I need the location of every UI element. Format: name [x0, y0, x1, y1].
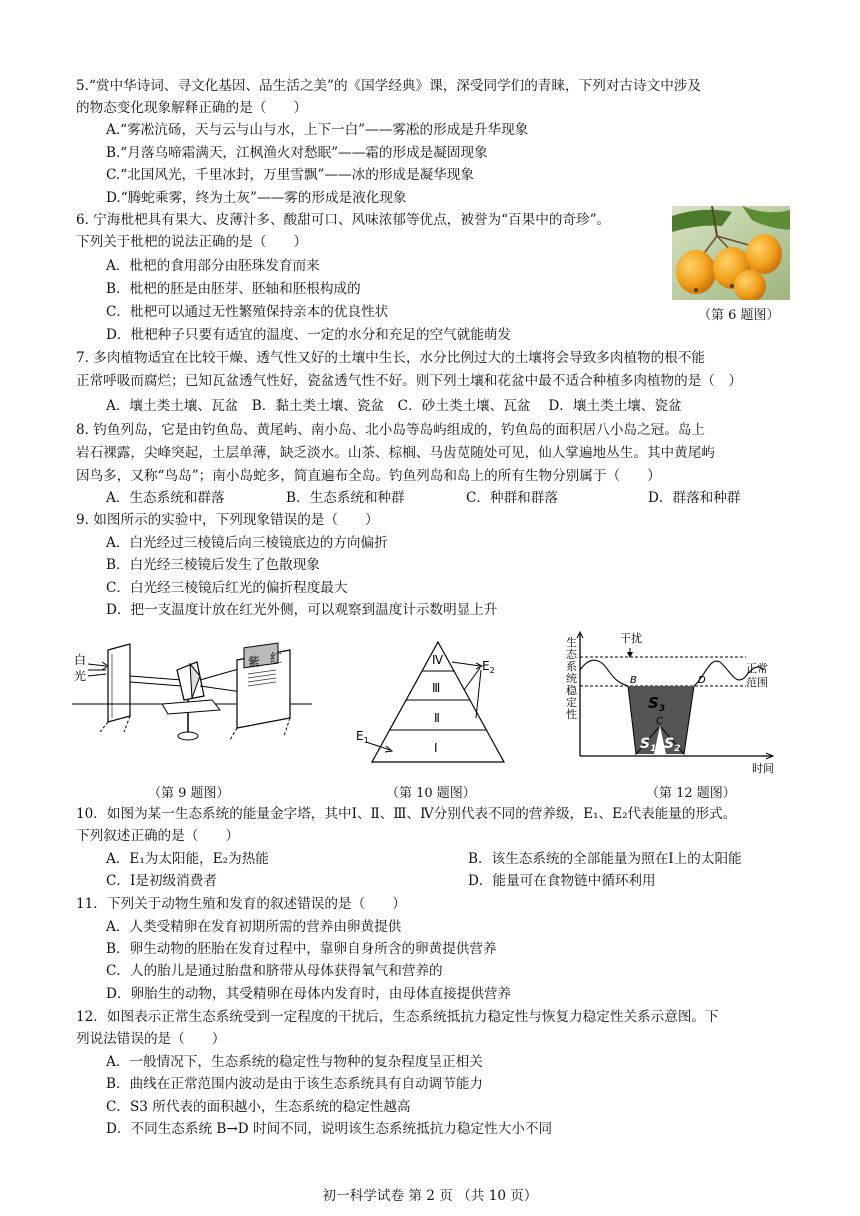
q8-option-d: D．群落和种群 [648, 490, 741, 506]
q6-stem-line1: 6. 宁海枇杷具有果大、皮薄汁多、酸甜可口、风味浓郁等优点，被誉为“百果中的奇珍”。 [76, 212, 611, 228]
q6-option-d: D．枇杷种子只要有适宜的温度、一定的水分和充足的空气就能萌发 [106, 327, 512, 343]
svg-text:性: 性 [566, 708, 577, 721]
q7-stem-line2: 正常呼吸而腐烂；已知瓦盆透气性好，瓷盆透气性不好。则下列土壤和花盆中最不适合种植多肉植物的是（ ） [76, 373, 743, 389]
q9-stem: 9. 如图所示的实验中，下列现象错误的是（ ） [76, 512, 379, 528]
q9-option-c: C．白光经三棱镜后红光的偏折程度最大 [106, 580, 348, 596]
q10-option-d: D．能量可在食物链中循环利用 [468, 873, 656, 889]
energy-pyramid-figure [352, 638, 522, 768]
y-axis-label [566, 635, 578, 721]
q5-option-c: C.“北国风光，千里冰封，万里雪飘”——冰的形成是凝华现象 [106, 167, 474, 183]
q9-option-a: A．白光经过三棱镜后向三棱镜底边的方向偏折 [106, 535, 388, 551]
area-s1-label: $S_1$ [640, 736, 657, 754]
q5-stem-line2: 的物态变化现象解释正确的是（ ） [76, 100, 308, 116]
q8-option-a: A．生态系统和群落 [106, 490, 225, 506]
q11-option-d: D．卵胎生的动物，其受精卵在母体内发育时，由母体直接提供营养 [106, 986, 512, 1002]
svg-text:定: 定 [566, 696, 577, 709]
q8-option-c: C．种群和群落 [466, 490, 558, 506]
x-axis-label: 时间 [752, 762, 774, 775]
q10-option-b: B．该生态系统的全部能量为照在Ⅰ上的太阳能 [468, 851, 742, 867]
q12-stem-line1: 12．如图表示正常生态系统受到一定程度的干扰后，生态系统抵抗力稳定性与恢复力稳定性关系示意图。下 [76, 1009, 719, 1025]
svg-text:统: 统 [566, 672, 577, 685]
pyramid-level-4: Ⅳ [432, 653, 444, 667]
point-b-label: B [630, 675, 637, 686]
pyramid-e2-label: $E_2$ [482, 659, 495, 675]
q7-stem-line1: 7. 多肉植物适宜在比较干燥、透气性又好的土壤中生长，水分比例过大的土壤将会导致多肉植物的根不能 [76, 350, 706, 366]
point-c-label: C [656, 716, 663, 727]
q10-option-c: C．Ⅰ是初级消费者 [106, 873, 217, 889]
area-s3-label: $S_3$ [648, 694, 666, 714]
pyramid-level-1: Ⅰ [434, 741, 438, 755]
q8-stem-line3: 因鸟多，又称“鸟岛”；南小岛蛇多，简直遍布全岛。钓鱼列岛和岛上的所有生物分别属于（ ） [76, 468, 661, 484]
q10-stem-line2: 下列叙述正确的是（ ） [76, 828, 240, 844]
q6-option-a: A．枇杷的食用部分由胚珠发育而来 [106, 258, 320, 274]
point-d-label: D [698, 675, 706, 686]
svg-text:生: 生 [566, 636, 577, 649]
q6-option-c: C．枇杷可以通过无性繁殖保持亲本的优良性状 [106, 304, 389, 320]
q11-option-b: B．卵生动物的胚胎在发育过程中，靠卵自身所含的卵黄提供营养 [106, 941, 497, 957]
q5-option-a: A.“雾凇沆砀，天与云与山与水，上下一白”——雾凇的形成是升华现象 [106, 122, 529, 138]
fig9-label-white: 白 [74, 653, 87, 667]
q5-option-b: B.“月落乌啼霜满天，江枫渔火对愁眠”——霜的形成是凝固现象 [106, 145, 488, 161]
area-s2-label: $S_2$ [664, 736, 681, 754]
q8-option-b: B．生态系统和种群 [286, 490, 405, 506]
q8-stem-line1: 8. 钓鱼列岛，它是由钓鱼岛、黄尾屿、南小岛、北小岛等岛屿组成的，钓鱼岛的面积居八小岛之冠。岛上 [76, 422, 706, 438]
q9-option-d: D．把一支温度计放在红光外侧，可以观察到温度计示数明显上升 [106, 602, 498, 618]
q7-options: A．壤土类土壤、瓦盆 B．黏土类土壤、瓷盆 C．砂土类土壤、瓦盆 D．壤土类土壤、瓷盆 [106, 398, 682, 414]
q11-option-c: C．人的胎儿是通过胎盘和脐带从母体获得氧气和营养的 [106, 963, 443, 979]
q12-stem-line2: 列说法错误的是（ ） [76, 1031, 226, 1047]
q8-stem-line2: 岩石裸露，尖峰突起，土层单薄，缺乏淡水。山茶、棕榈、马齿苋随处可见，仙人掌遍地丛生。其中黄尾屿 [76, 445, 715, 461]
svg-text:稳: 稳 [566, 684, 577, 697]
q12-option-c: C．S3 所代表的面积越小，生态系统的稳定性越高 [106, 1099, 411, 1115]
loquat-photo [672, 206, 790, 300]
q6-stem-line2: 下列关于枇杷的说法正确的是（ ） [76, 234, 308, 250]
fig9-caption: （第 9 题图） [148, 786, 230, 801]
fig9-label-light: 光 [74, 669, 87, 683]
normal-range-label-1: 正常 [746, 662, 768, 675]
fig6-caption: （第 6 题图） [698, 308, 780, 323]
pyramid-level-3: Ⅲ [432, 681, 441, 695]
q10-stem-line1: 10．如图为某一生态系统的能量金字塔，其中Ⅰ、Ⅱ、Ⅲ、Ⅳ分别代表不同的营养级，E₁、E₂代表能量的形式。 [76, 806, 737, 822]
svg-text:态: 态 [566, 648, 577, 661]
pyramid-e1-label: $E_1$ [356, 729, 369, 745]
fig9-label-purple: 紫 [248, 655, 261, 669]
q11-option-a: A．人类受精卵在发育初期所需的营养由卵黄提供 [106, 919, 402, 935]
normal-range-label-2: 范围 [746, 676, 768, 689]
q5-stem-line1: 5.“赏中华诗词、寻文化基因、品生活之美”的《国学经典》课，深受同学们的青睐，下列对古诗文中涉及 [76, 78, 701, 94]
q10-option-a: A．E₁为太阳能，E₂为热能 [106, 851, 269, 867]
q11-stem: 11．下列关于动物生殖和发育的叙述错误的是（ ） [76, 896, 406, 912]
fig9-label-red: 红 [270, 651, 283, 665]
q9-option-b: B．白光经三棱镜后发生了色散现象 [106, 557, 320, 573]
disturbance-label: 干扰 [620, 632, 642, 645]
svg-text:系: 系 [566, 660, 577, 673]
q12-option-a: A．一般情况下，生态系统的稳定性与物种的复杂程度呈正相关 [106, 1054, 483, 1070]
page-footer: 初一科学试卷 第 2 页 （共 10 页） [322, 1188, 538, 1204]
fig10-caption: （第 10 题图） [386, 786, 476, 801]
prism-experiment-figure [72, 640, 312, 750]
pyramid-level-2: Ⅱ [434, 711, 440, 725]
q12-option-b: B．曲线在正常范围内波动是由于该生态系统具有自动调节能力 [106, 1076, 484, 1092]
fig12-caption: （第 12 题图） [646, 786, 736, 801]
q12-option-d: D．不同生态系统 B→D 时间不同，说明该生态系统抵抗力稳定性大小不同 [106, 1121, 553, 1137]
q6-option-b: B．枇杷的胚是由胚芽、胚轴和胚根构成的 [106, 281, 361, 297]
q5-option-d: D.“腾蛇乘雾，终为土灰”——雾的形成是液化现象 [106, 190, 407, 206]
stability-curve-figure [560, 626, 780, 776]
